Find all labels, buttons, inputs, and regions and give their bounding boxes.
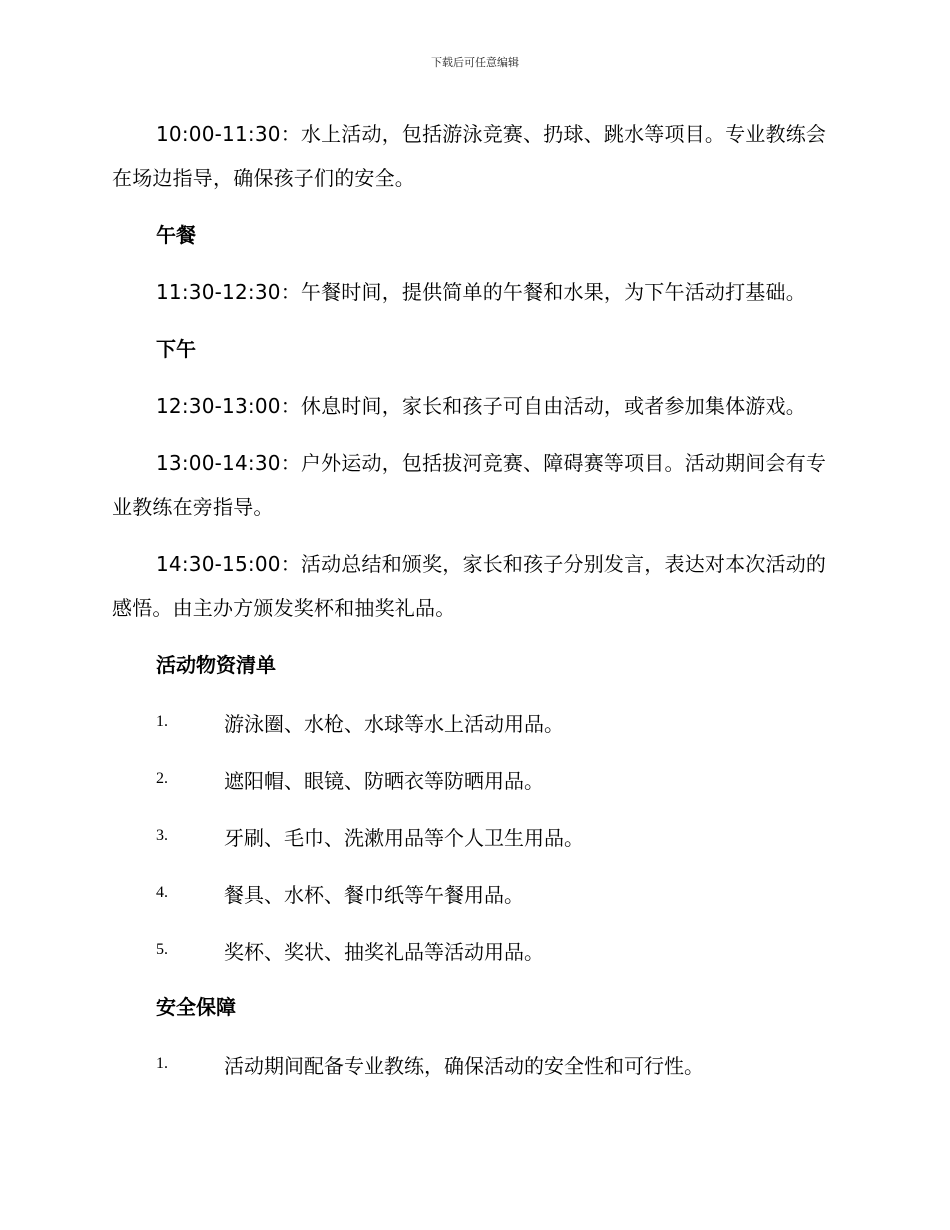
paragraph-outdoor-sports: 13:00-14:30：户外运动，包括拔河竞赛、障碍赛等项目。活动期间会有专业教练在旁指导。 (112, 451, 827, 519)
list-item (112, 871, 838, 915)
list-number: 2. (156, 770, 168, 787)
list-text: 餐具、水杯、餐巾纸等午餐用品。 (224, 882, 524, 907)
list-text: 游泳圈、水枪、水球等水上活动用品。 (224, 711, 564, 736)
list-text: 活动期间配备专业教练，确保活动的安全性和可行性。 (224, 1053, 704, 1078)
paragraph-summary-awards: 14:30-15:00：活动总结和颁奖，家长和孩子分别发言，表达对本次活动的感悟。由主办方颁发奖杯和抽奖礼品。 (112, 552, 827, 620)
heading-supplies-list: 活动物资清单 (156, 653, 276, 677)
list-item (112, 757, 838, 801)
list-number: 1. (156, 713, 168, 730)
list-text: 遮阳帽、眼镜、防晒衣等防晒用品。 (224, 768, 544, 793)
list-item (112, 814, 838, 858)
document-body (112, 112, 838, 1099)
list-number: 3. (156, 827, 168, 844)
paragraph-rest-time: 12:30-13:00：休息时间，家长和孩子可自由活动，或者参加集体游戏。 (156, 394, 806, 418)
paragraph-water-activity: 10:00-11:30：水上活动，包括游泳竞赛、扔球、跳水等项目。专业教练会在场边指导，确保孩子们的安全。 (112, 122, 827, 190)
list-item (112, 700, 838, 744)
heading-safety: 安全保障 (156, 995, 236, 1019)
list-text: 奖杯、奖状、抽奖礼品等活动用品。 (224, 939, 544, 964)
list-item (112, 1042, 838, 1086)
list-item (112, 928, 838, 972)
paragraph-lunch-time: 11:30-12:30：午餐时间，提供简单的午餐和水果，为下午活动打基础。 (156, 280, 806, 304)
list-number: 1. (156, 1055, 168, 1072)
list-number: 4. (156, 884, 168, 901)
heading-lunch: 午餐 (156, 223, 196, 247)
page-header: 下载后可任意编辑 (431, 56, 519, 69)
list-number: 5. (156, 941, 168, 958)
list-text: 牙刷、毛巾、洗漱用品等个人卫生用品。 (224, 825, 584, 850)
heading-afternoon: 下午 (156, 337, 196, 361)
